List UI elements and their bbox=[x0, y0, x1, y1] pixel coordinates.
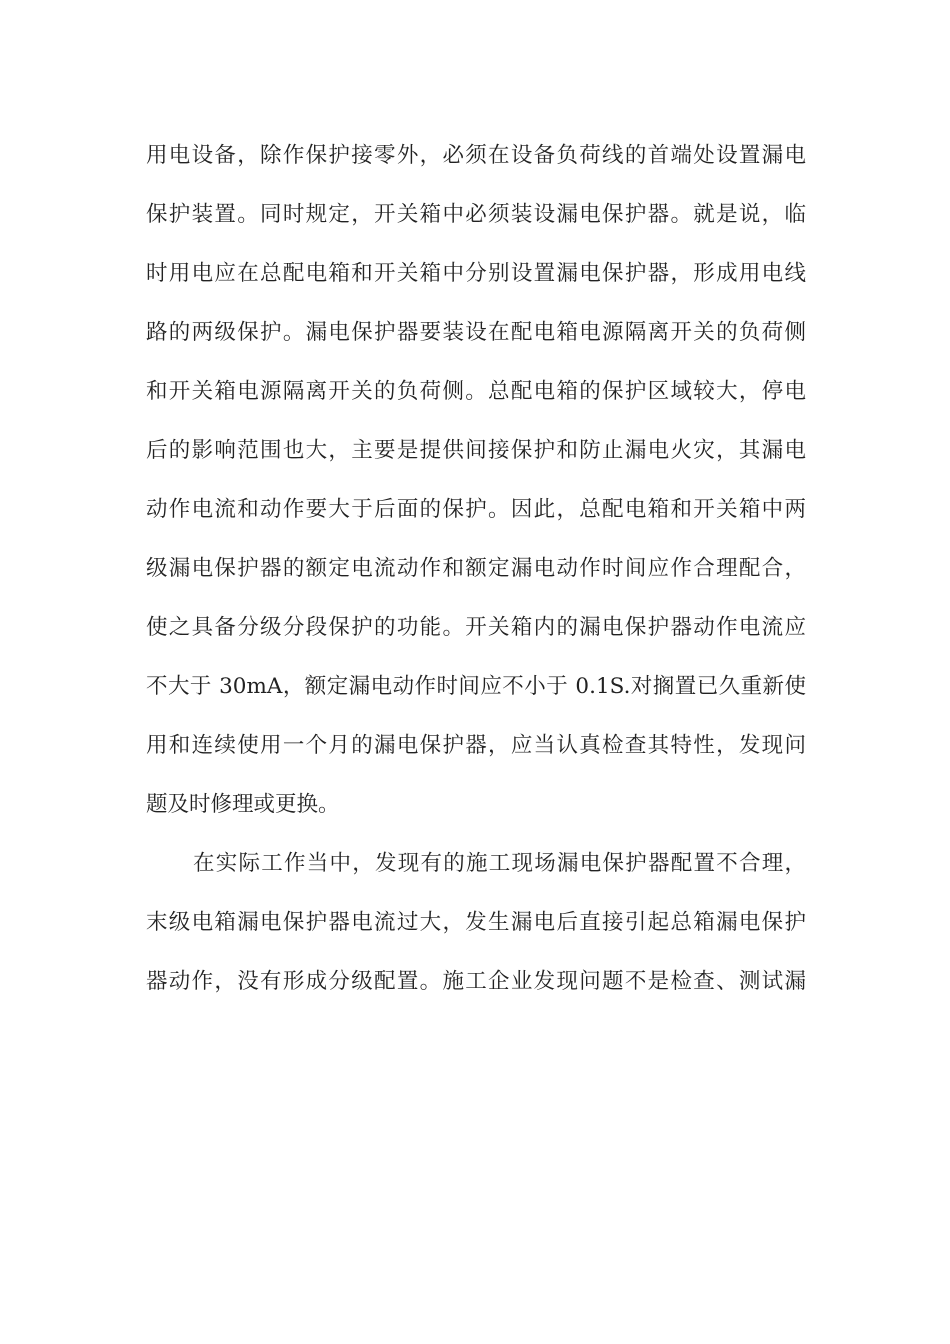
text-line: 器动作，没有形成分级配置。施工企业发现问题不是检查、测试漏 bbox=[146, 969, 806, 994]
text-line: 不大于 30mA，额定漏电动作时间应不小于 0.1S.对搁置已久重新使 bbox=[146, 674, 806, 699]
text-line: 动作电流和动作要大于后面的保护。因此，总配电箱和开关箱中两 bbox=[146, 497, 806, 522]
text-line: 和开关箱电源隔离开关的负荷侧。总配电箱的保护区域较大，停电 bbox=[146, 379, 806, 404]
body-text bbox=[146, 126, 806, 1011]
text-line: 用和连续使用一个月的漏电保护器，应当认真检查其特性，发现问 bbox=[146, 733, 806, 758]
text-line: 时用电应在总配电箱和开关箱中分别设置漏电保护器，形成用电线 bbox=[146, 261, 806, 286]
text-line: 使之具备分级分段保护的功能。开关箱内的漏电保护器动作电流应 bbox=[146, 615, 806, 640]
text-line: 级漏电保护器的额定电流动作和额定漏电动作时间应作合理配合， bbox=[146, 556, 806, 581]
text-line: 末级电箱漏电保护器电流过大，发生漏电后直接引起总箱漏电保护 bbox=[146, 910, 806, 935]
text-line: 后的影响范围也大，主要是提供间接保护和防止漏电火灾，其漏电 bbox=[146, 438, 806, 463]
text-line-paragraph-start: 在实际工作当中，发现有的施工现场漏电保护器配置不合理， bbox=[193, 851, 806, 876]
text-line: 路的两级保护。漏电保护器要装设在配电箱电源隔离开关的负荷侧 bbox=[146, 320, 806, 345]
text-line: 保护装置。同时规定，开关箱中必须装设漏电保护器。就是说，临 bbox=[146, 202, 806, 227]
text-line: 用电设备，除作保护接零外，必须在设备负荷线的首端处设置漏电 bbox=[146, 143, 806, 168]
text-line-paragraph-end: 题及时修理或更换。 bbox=[146, 792, 340, 817]
